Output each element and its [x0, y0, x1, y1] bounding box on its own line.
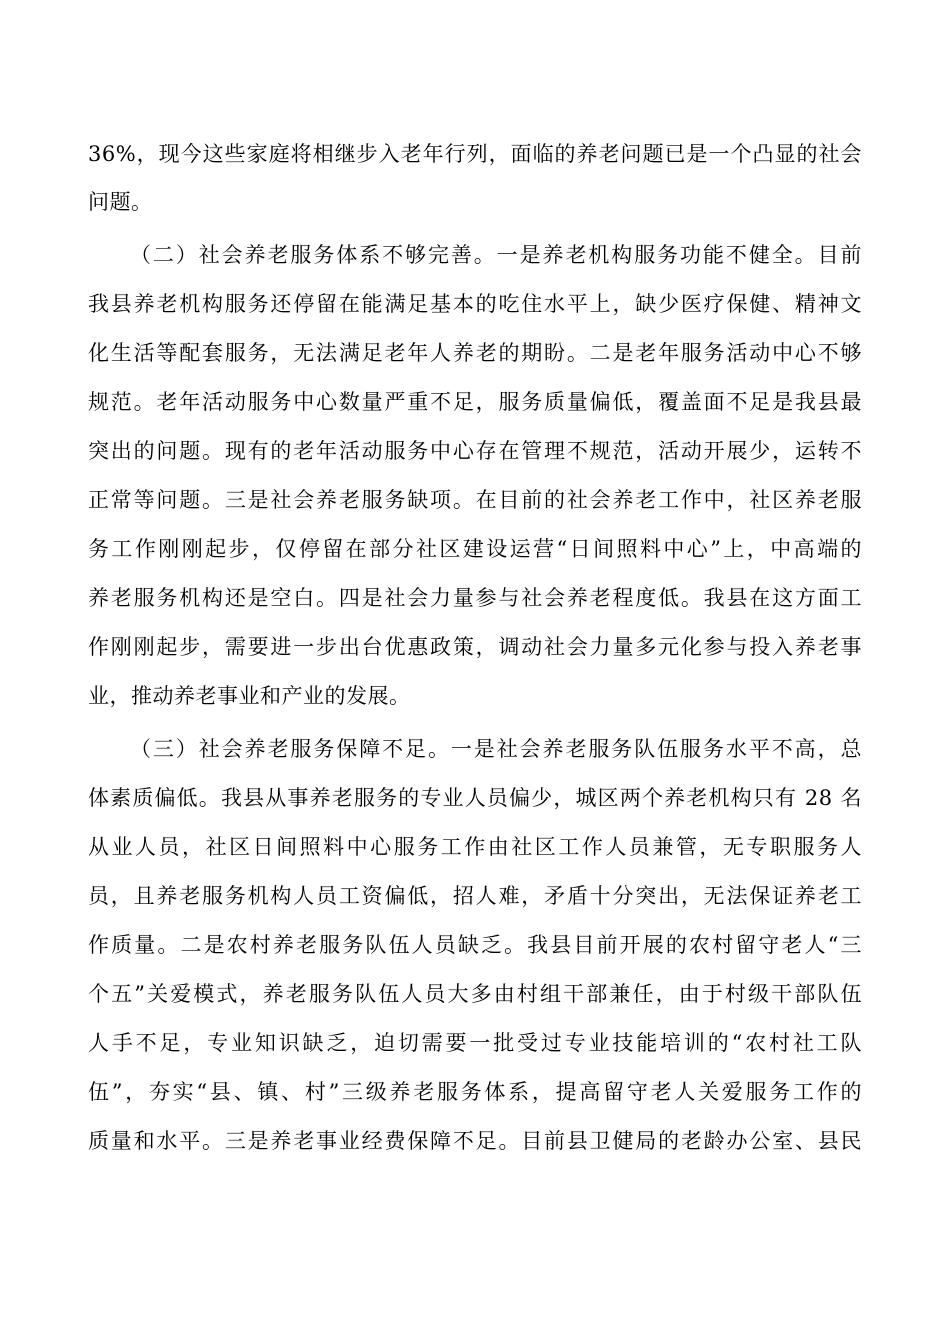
paragraph-heading-line: （二）社会养老服务体系不够完善。一是养老机构服务功能不健全。目前 — [130, 243, 862, 267]
text-line: 体素质偏低。我县从事养老服务的专业人员偏少，城区两个养老机构只有 28 名 — [88, 786, 862, 810]
paragraph-heading-line: （三）社会养老服务保障不足。一是社会养老服务队伍服务水平不高，总 — [130, 737, 862, 761]
text-line: 业，推动养老事业和产业的发展。 — [88, 684, 411, 708]
text-line: 问题。 — [88, 190, 153, 214]
text-line: 人手不足，专业知识缺乏，迫切需要一批受过专业技能培训的“农村社工队 — [88, 1031, 862, 1055]
text-line: 质量和水平。三是养老事业经费保障不足。目前县卫健局的老龄办公室、县民 — [88, 1129, 862, 1153]
text-line: 伍”，夯实“县、镇、村”三级养老服务体系，提高留守老人关爱服务工作的 — [88, 1080, 862, 1104]
text-line: 作刚刚起步，需要进一步出台优惠政策，调动社会力量多元化参与投入养老事 — [88, 635, 862, 659]
text-line: 规范。老年活动服务中心数量严重不足，服务质量偏低，覆盖面不足是我县最 — [88, 390, 862, 414]
text-line: 36%，现今这些家庭将相继步入老年行列，面临的养老问题已是一个凸显的社会 — [88, 142, 862, 166]
text-line: 个五”关爱模式，养老服务队伍人员大多由村组干部兼任，由于村级干部队伍 — [88, 982, 862, 1006]
text-line: 我县养老机构服务还停留在能满足基本的吃住水平上，缺少医疗保健、精神文 — [88, 292, 862, 316]
text-line: 化生活等配套服务，无法满足老年人养老的期盼。二是老年服务活动中心不够 — [88, 341, 862, 365]
text-line: 养老服务机构还是空白。四是社会力量参与社会养老程度低。我县在这方面工 — [88, 586, 862, 610]
text-line: 作质量。二是农村养老服务队伍人员缺乏。我县目前开展的农村留守老人“三 — [88, 933, 862, 957]
text-line: 突出的问题。现有的老年活动服务中心存在管理不规范，活动开展少，运转不 — [88, 439, 862, 463]
text-line: 正常等问题。三是社会养老服务缺项。在目前的社会养老工作中，社区养老服 — [88, 488, 862, 512]
text-line: 员，且养老服务机构人员工资偏低，招人难，矛盾十分突出，无法保证养老工 — [88, 884, 862, 908]
text-line: 务工作刚刚起步，仅停留在部分社区建设运营“日间照料中心”上，中高端的 — [88, 537, 862, 561]
text-line: 从业人员，社区日间照料中心服务工作由社区工作人员兼管，无专职服务人 — [88, 835, 862, 859]
